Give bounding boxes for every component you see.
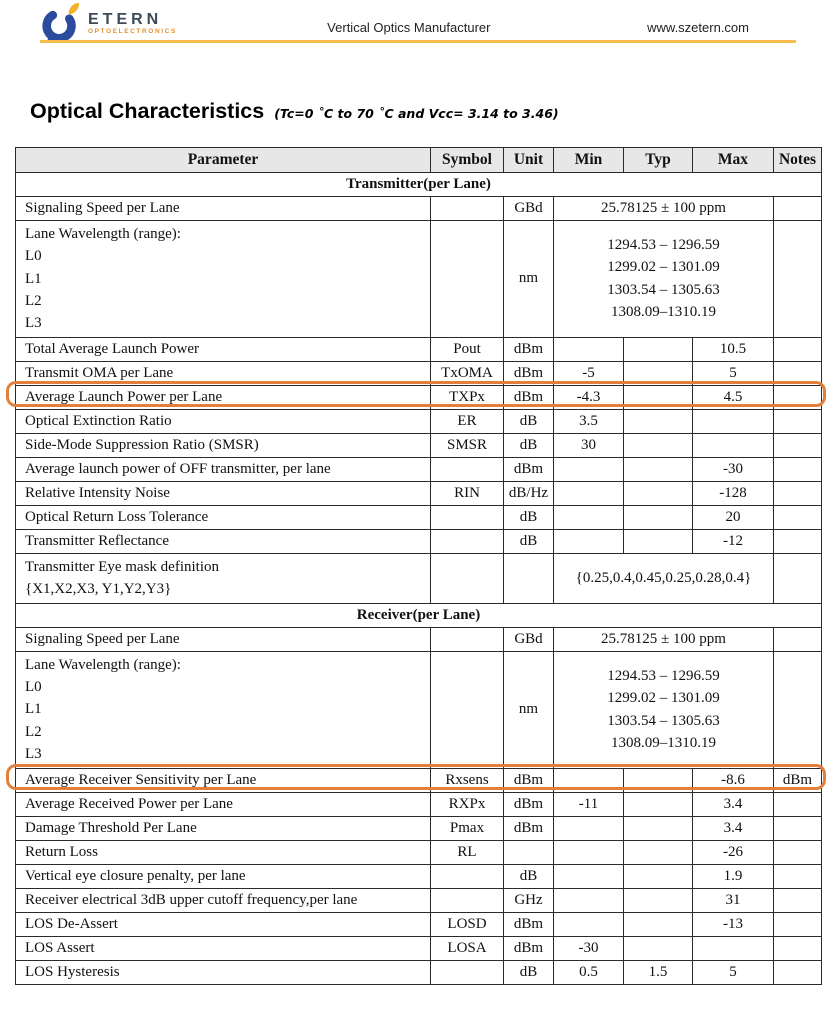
table-cell <box>774 960 822 984</box>
brand-name: ETERN <box>88 10 163 28</box>
table-cell <box>554 816 624 840</box>
cell-line: 1308.09–1310.19 <box>611 304 716 321</box>
column-header-unit: Unit <box>504 148 554 173</box>
cell-line: L1 <box>25 701 42 718</box>
table-cell <box>774 840 822 864</box>
table-cell: Optical Return Loss Tolerance <box>16 505 431 529</box>
table-cell: -26 <box>693 840 774 864</box>
table-cell: Rxsens <box>431 768 504 792</box>
table-cell: dBm <box>504 936 554 960</box>
table-cell: 20 <box>693 505 774 529</box>
table-cell <box>624 385 693 409</box>
table-cell: RL <box>431 840 504 864</box>
table-cell: RIN <box>431 481 504 505</box>
table-cell: dB <box>504 433 554 457</box>
table-cell: 25.78125 ± 100 ppm <box>554 627 774 651</box>
table-cell: -8.6 <box>693 768 774 792</box>
cell-line: L2 <box>25 292 42 309</box>
table-cell: 1.5 <box>624 960 693 984</box>
table-cell: {0.25,0.4,0.45,0.25,0.28,0.4} <box>554 553 774 603</box>
table-row <box>16 361 822 385</box>
table-cell: Average Received Power per Lane <box>16 792 431 816</box>
table-cell: dB <box>504 864 554 888</box>
table-cell <box>16 651 431 768</box>
table-cell: dBm <box>504 337 554 361</box>
table-section-row <box>16 603 822 627</box>
column-header-notes: Notes <box>774 148 822 173</box>
table-cell <box>624 457 693 481</box>
header-website-link[interactable]: www.szetern.com <box>647 20 749 35</box>
table-cell: LOSD <box>431 912 504 936</box>
table-cell: TXPx <box>431 385 504 409</box>
table-cell: Optical Extinction Ratio <box>16 409 431 433</box>
table-cell: TxOMA <box>431 361 504 385</box>
header-divider-rule <box>40 40 796 43</box>
table-cell <box>16 220 431 337</box>
table-cell: 1.9 <box>693 864 774 888</box>
table-cell <box>431 196 504 220</box>
table-cell <box>774 529 822 553</box>
table-cell: dBm <box>504 912 554 936</box>
table-cell <box>16 553 431 603</box>
table-cell: GBd <box>504 196 554 220</box>
section-header-cell: Transmitter(per Lane) <box>16 172 822 196</box>
table-cell: Average Receiver Sensitivity per Lane <box>16 768 431 792</box>
table-cell <box>624 864 693 888</box>
table-cell: Pout <box>431 337 504 361</box>
optical-characteristics-table <box>15 147 822 985</box>
table-cell <box>774 627 822 651</box>
table-cell <box>554 337 624 361</box>
title-conditions: (Tc=0 ˚C to 70 ˚C and Vcc= 3.14 to 3.46) <box>274 106 559 121</box>
table-cell: 5 <box>693 960 774 984</box>
table-cell: Pmax <box>431 816 504 840</box>
table-cell <box>774 936 822 960</box>
table-row <box>16 529 822 553</box>
table-cell <box>624 337 693 361</box>
table-cell: dBm <box>774 768 822 792</box>
table-row <box>16 337 822 361</box>
table-cell <box>554 505 624 529</box>
table-cell: GHz <box>504 888 554 912</box>
table-cell: 30 <box>554 433 624 457</box>
table-row <box>16 220 822 337</box>
table-row <box>16 912 822 936</box>
table-cell: dB <box>504 505 554 529</box>
table-cell: 31 <box>693 888 774 912</box>
table-cell: nm <box>504 220 554 337</box>
table-cell: LOS Assert <box>16 936 431 960</box>
table-cell <box>774 337 822 361</box>
table-cell <box>624 888 693 912</box>
table-cell <box>624 505 693 529</box>
table-cell: -30 <box>693 457 774 481</box>
table-cell <box>624 936 693 960</box>
cell-line: L0 <box>25 248 42 265</box>
cell-line: 1303.54 – 1305.63 <box>607 712 720 729</box>
column-header-symbol: Symbol <box>431 148 504 173</box>
page-title: Optical Characteristics <box>30 99 265 123</box>
table-cell: 4.5 <box>693 385 774 409</box>
table-cell: dB <box>504 960 554 984</box>
table-cell <box>774 385 822 409</box>
brand-text <box>88 11 177 36</box>
table-cell <box>554 840 624 864</box>
table-cell <box>554 651 774 768</box>
table-cell: Transmitter Reflectance <box>16 529 431 553</box>
cell-line: L0 <box>25 678 42 695</box>
company-logo <box>38 2 177 44</box>
table-cell <box>504 553 554 603</box>
table-cell <box>774 196 822 220</box>
cell-line: Transmitter Eye mask definition <box>25 558 220 575</box>
table-cell <box>624 361 693 385</box>
table-row <box>16 792 822 816</box>
column-header-typ: Typ <box>624 148 693 173</box>
table-cell <box>624 912 693 936</box>
table-section-row <box>16 172 822 196</box>
table-cell <box>624 529 693 553</box>
table-cell: 25.78125 ± 100 ppm <box>554 196 774 220</box>
column-header-parameter: Parameter <box>16 148 431 173</box>
table-cell: 3.4 <box>693 816 774 840</box>
table-cell: -128 <box>693 481 774 505</box>
table-cell: LOSA <box>431 936 504 960</box>
table-row <box>16 553 822 603</box>
table-cell <box>431 888 504 912</box>
table-cell <box>431 864 504 888</box>
table-cell <box>624 409 693 433</box>
table-row <box>16 433 822 457</box>
table-cell: Vertical eye closure penalty, per lane <box>16 864 431 888</box>
table-cell <box>431 960 504 984</box>
table-cell <box>431 457 504 481</box>
table-cell <box>431 505 504 529</box>
table-cell: Total Average Launch Power <box>16 337 431 361</box>
table-cell: dBm <box>504 361 554 385</box>
table-cell <box>624 792 693 816</box>
table-cell: 0.5 <box>554 960 624 984</box>
table-cell <box>431 220 504 337</box>
table-row <box>16 768 822 792</box>
column-header-min: Min <box>554 148 624 173</box>
cell-line: {X1,X2,X3, Y1,Y2,Y3} <box>25 581 172 598</box>
table-cell <box>554 888 624 912</box>
cell-line: 1294.53 – 1296.59 <box>607 667 720 684</box>
cell-line: 1308.09–1310.19 <box>611 734 716 751</box>
table-cell: dBm <box>504 816 554 840</box>
header-tagline: Vertical Optics Manufacturer <box>327 20 491 35</box>
table-cell <box>431 651 504 768</box>
table-row <box>16 505 822 529</box>
table-row <box>16 816 822 840</box>
table-cell: 10.5 <box>693 337 774 361</box>
table-cell: dB <box>504 409 554 433</box>
table-cell: Average Launch Power per Lane <box>16 385 431 409</box>
cell-line: L3 <box>25 315 42 332</box>
table-cell <box>693 409 774 433</box>
table-cell <box>693 433 774 457</box>
table-cell <box>774 361 822 385</box>
cell-line: 1294.53 – 1296.59 <box>607 236 720 253</box>
table-cell <box>774 864 822 888</box>
table-cell <box>624 433 693 457</box>
table-cell: GBd <box>504 627 554 651</box>
table-cell <box>624 481 693 505</box>
table-row <box>16 864 822 888</box>
table-cell: Relative Intensity Noise <box>16 481 431 505</box>
table-cell <box>774 651 822 768</box>
table-cell: LOS Hysteresis <box>16 960 431 984</box>
table-cell <box>624 840 693 864</box>
table-cell: -13 <box>693 912 774 936</box>
table-row <box>16 627 822 651</box>
table-cell: dB/Hz <box>504 481 554 505</box>
table-cell: dBm <box>504 457 554 481</box>
table-cell <box>624 768 693 792</box>
table-cell <box>774 409 822 433</box>
table-row <box>16 481 822 505</box>
table-cell <box>431 553 504 603</box>
table-cell: 3.5 <box>554 409 624 433</box>
table-cell: 3.4 <box>693 792 774 816</box>
table-cell: 5 <box>693 361 774 385</box>
table-cell <box>554 457 624 481</box>
table-cell <box>774 888 822 912</box>
table-cell: dB <box>504 529 554 553</box>
table-cell <box>774 505 822 529</box>
cell-line: Lane Wavelength (range): <box>25 656 181 673</box>
table-cell: SMSR <box>431 433 504 457</box>
logo-swoosh-icon <box>38 2 84 44</box>
table-cell: dBm <box>504 385 554 409</box>
cell-line: L2 <box>25 723 42 740</box>
table-cell <box>504 840 554 864</box>
table-cell <box>774 553 822 603</box>
section-title-block <box>30 99 559 124</box>
table-cell <box>774 792 822 816</box>
table-cell <box>431 529 504 553</box>
table-cell <box>554 912 624 936</box>
table-cell: LOS De-Assert <box>16 912 431 936</box>
table-row <box>16 888 822 912</box>
table-cell: Transmit OMA per Lane <box>16 361 431 385</box>
table-row <box>16 409 822 433</box>
table-cell: Average launch power of OFF transmitter, per lane <box>16 457 431 481</box>
table-cell: -11 <box>554 792 624 816</box>
table-cell <box>624 816 693 840</box>
table-cell: ER <box>431 409 504 433</box>
table-cell <box>774 457 822 481</box>
table-cell <box>774 481 822 505</box>
table-cell <box>774 433 822 457</box>
table-cell: Return Loss <box>16 840 431 864</box>
table-row <box>16 960 822 984</box>
table-cell <box>774 816 822 840</box>
table-cell: Signaling Speed per Lane <box>16 196 431 220</box>
table-cell <box>554 864 624 888</box>
column-header-max: Max <box>693 148 774 173</box>
table-cell: nm <box>504 651 554 768</box>
table-cell <box>774 220 822 337</box>
section-header-cell: Receiver(per Lane) <box>16 603 822 627</box>
table-cell <box>774 912 822 936</box>
table-cell: Damage Threshold Per Lane <box>16 816 431 840</box>
brand-subtitle: OPTOELECTRONICS <box>88 27 177 35</box>
table-cell: RXPx <box>431 792 504 816</box>
table-cell <box>693 936 774 960</box>
table-cell <box>554 220 774 337</box>
table-cell: Side-Mode Suppression Ratio (SMSR) <box>16 433 431 457</box>
table-cell: Signaling Speed per Lane <box>16 627 431 651</box>
cell-line: Lane Wavelength (range): <box>25 225 181 242</box>
table-cell: -30 <box>554 936 624 960</box>
cell-line: L1 <box>25 270 42 287</box>
table-row <box>16 840 822 864</box>
cell-line: L3 <box>25 746 42 763</box>
table-row <box>16 936 822 960</box>
table-row <box>16 651 822 768</box>
table-cell <box>554 768 624 792</box>
cell-line: 1299.02 – 1301.09 <box>607 259 720 276</box>
table-cell: Receiver electrical 3dB upper cutoff frequency,per lane <box>16 888 431 912</box>
table-cell: dBm <box>504 768 554 792</box>
table-cell <box>554 481 624 505</box>
table-cell <box>431 627 504 651</box>
table-cell: -5 <box>554 361 624 385</box>
cell-line: 1299.02 – 1301.09 <box>607 690 720 707</box>
table-header-row <box>16 148 822 173</box>
table-row <box>16 385 822 409</box>
table-row <box>16 457 822 481</box>
table-cell: -12 <box>693 529 774 553</box>
cell-line: 1303.54 – 1305.63 <box>607 281 720 298</box>
page-header <box>0 0 834 44</box>
table-row <box>16 196 822 220</box>
table-cell: -4.3 <box>554 385 624 409</box>
table-cell: dBm <box>504 792 554 816</box>
table-cell <box>554 529 624 553</box>
